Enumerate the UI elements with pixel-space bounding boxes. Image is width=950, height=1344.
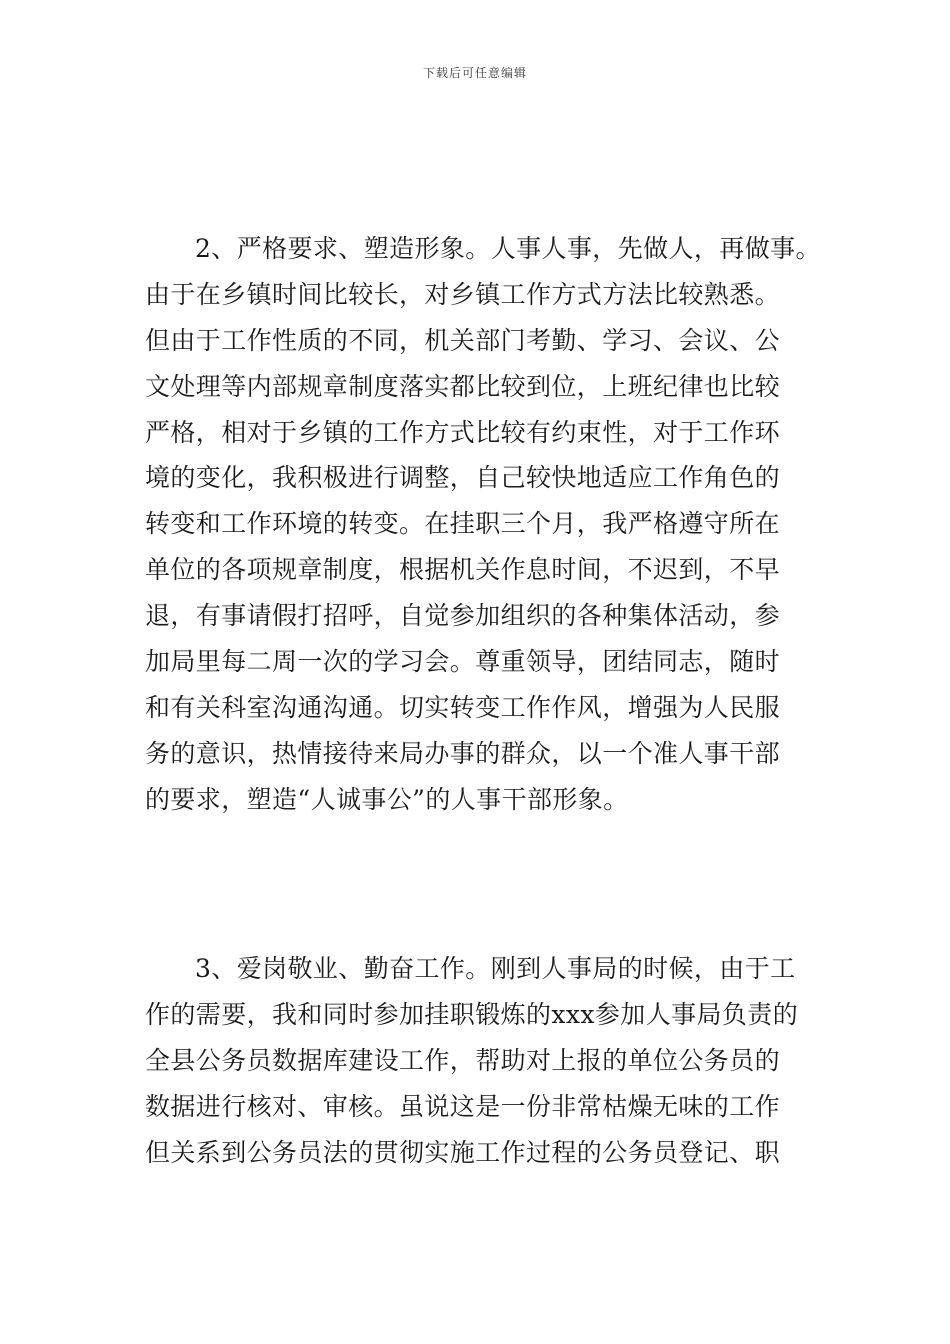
text-line: 3、爱岗敬业、勤奋工作。刚到人事局的时候，由于工 [195,954,796,983]
text-line: 数据进行核对、审核。虽说这是一份非常枯燥无味的工作 [145,1091,781,1121]
page-header: 下载后可任意编辑 [422,66,527,80]
text-line: 单位的各项规章制度，根据机关作息时间，不迟到，不早 [145,555,781,585]
text-line: 境的变化，我积极进行调整，自己较快地适应工作角色的 [145,463,781,493]
text-line: 但关系到公务员法的贯彻实施工作过程的公务员登记、职 [145,1137,781,1167]
text-line: 加局里每二周一次的学习会。尊重领导，团结同志，随时 [145,647,781,677]
text-line: 务的意识，热情接待来局办事的群众，以一个准人事干部 [145,738,781,768]
paragraph-2 [145,226,825,823]
text-line: 2、严格要求、塑造形象。人事人事，先做人，再做事。 [195,234,821,263]
text-line: 但由于工作性质的不同，机关部门考勤、学习、会议、公 [145,325,781,355]
text-line: 和有关科室沟通沟通。切实转变工作作风，增强为人民服 [145,692,781,722]
text-line: 作的需要，我和同时参加挂职锻炼的xxx参加人事局负责的 [145,999,799,1029]
text-line: 全县公务员数据库建设工作，帮助对上报的单位公务员的 [145,1045,781,1075]
text-line: 退，有事请假打招呼，自觉参加组织的各种集体活动，参 [145,601,781,631]
text-line: 由于在乡镇时间比较长，对乡镇工作方式方法比较熟悉。 [145,279,781,309]
text-line: 严格，相对于乡镇的工作方式比较有约束性，对于工作环 [145,417,781,447]
text-line: 转变和工作环境的转变。在挂职三个月，我严格遵守所在 [145,509,781,539]
paragraph-3 [145,946,825,1175]
text-line: 的要求，塑造“人诚事公”的人事干部形象。 [145,784,629,814]
text-line: 文处理等内部规章制度落实都比较到位，上班纪律也比较 [145,371,781,401]
